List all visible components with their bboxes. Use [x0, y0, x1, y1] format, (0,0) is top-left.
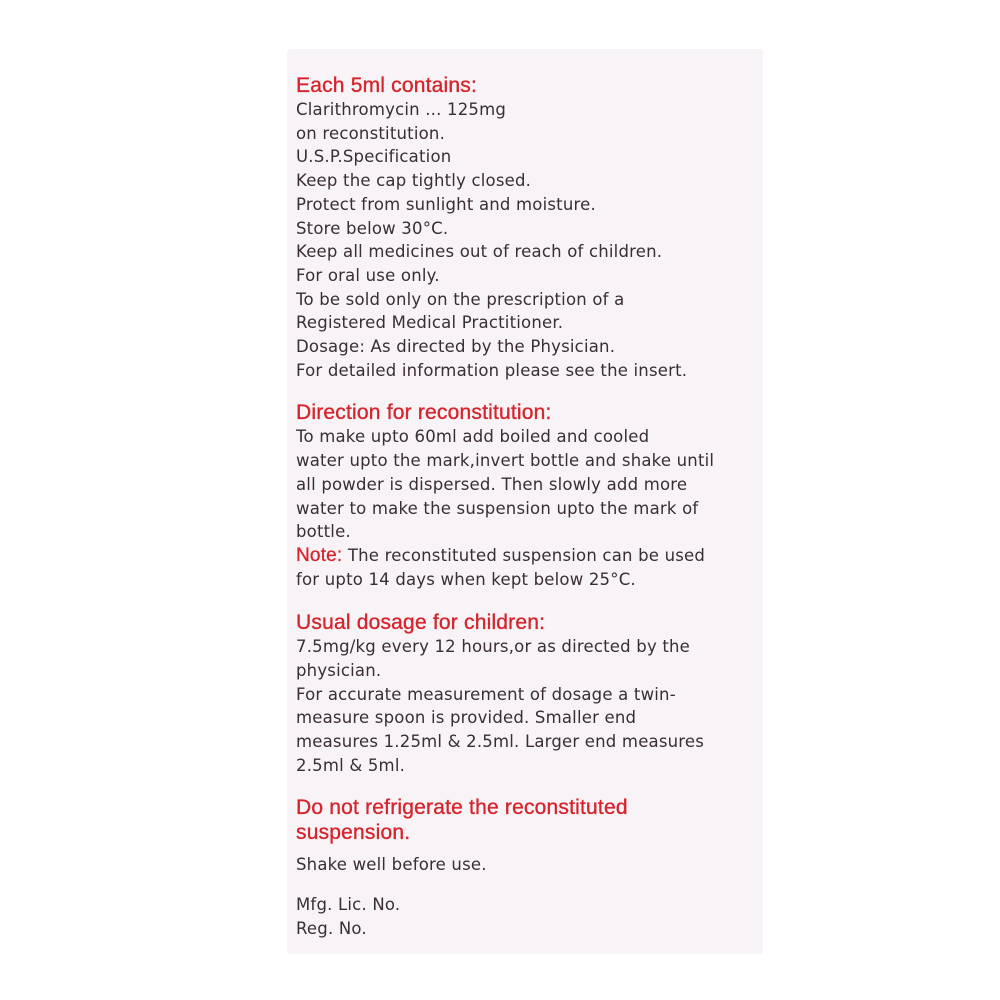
reconstitution-line: water to make the suspension upto the mark of — [296, 498, 699, 518]
contents-heading: Each 5ml contains: — [296, 74, 478, 97]
warning-heading: Do not refrigerate the reconstituted — [296, 795, 628, 819]
dosage-section — [296, 610, 763, 777]
contents-line: U.S.P.Specification — [296, 147, 452, 167]
reconstitution-line: all powder is dispersed. Then slowly add more — [296, 474, 688, 494]
dosage-line: measures 1.25ml & 2.5ml. Larger end measures — [296, 732, 705, 752]
contents-line: For oral use only. — [296, 265, 440, 285]
contents-line: Dosage: As directed by the Physician. — [296, 337, 616, 357]
mfg-license-label: Mfg. Lic. No. — [296, 895, 401, 915]
reconstitution-line: water upto the mark,invert bottle and shake until — [296, 451, 715, 471]
medicine-label-panel — [287, 49, 763, 954]
contents-line: Protect from sunlight and moisture. — [296, 194, 596, 214]
dosage-line: measure spoon is provided. Smaller end — [296, 708, 637, 728]
registration-label: Reg. No. — [296, 918, 367, 938]
dosage-heading: Usual dosage for children: — [296, 611, 546, 635]
reconstitution-line: To make upto 60ml add boiled and cooled — [296, 427, 650, 447]
note-line: for upto 14 days when kept below 25°C. — [296, 569, 636, 589]
contents-section — [296, 73, 763, 382]
contents-line: on reconstitution. — [296, 123, 446, 143]
note-text: The reconstituted suspension can be used — [342, 545, 706, 565]
contents-line: Keep all medicines out of reach of children. — [296, 242, 663, 262]
note-line — [296, 544, 763, 568]
contents-line: Registered Medical Practitioner. — [296, 313, 564, 333]
shake-instruction: Shake well before use. — [296, 854, 487, 874]
dosage-line: For accurate measurement of dosage a twin- — [296, 684, 676, 704]
warning-heading: suspension. — [296, 820, 411, 844]
dosage-line: physician. — [296, 661, 382, 681]
contents-line: Store below 30°C. — [296, 218, 449, 238]
contents-line: For detailed information please see the insert. — [296, 360, 688, 380]
dosage-line: 7.5mg/kg every 12 hours,or as directed by the — [296, 637, 691, 657]
contents-line: To be sold only on the prescription of a — [296, 289, 625, 309]
reconstitution-line: bottle. — [296, 522, 351, 542]
warning-section — [296, 795, 763, 941]
contents-line: Keep the cap tightly closed. — [296, 171, 532, 191]
note-label: Note: — [296, 544, 343, 566]
dosage-line: 2.5ml & 5ml. — [296, 755, 406, 775]
reconstitution-heading: Direction for reconstitution: — [296, 401, 552, 425]
contents-line: Clarithromycin ... 125mg — [296, 100, 507, 119]
reconstitution-section — [296, 400, 763, 591]
